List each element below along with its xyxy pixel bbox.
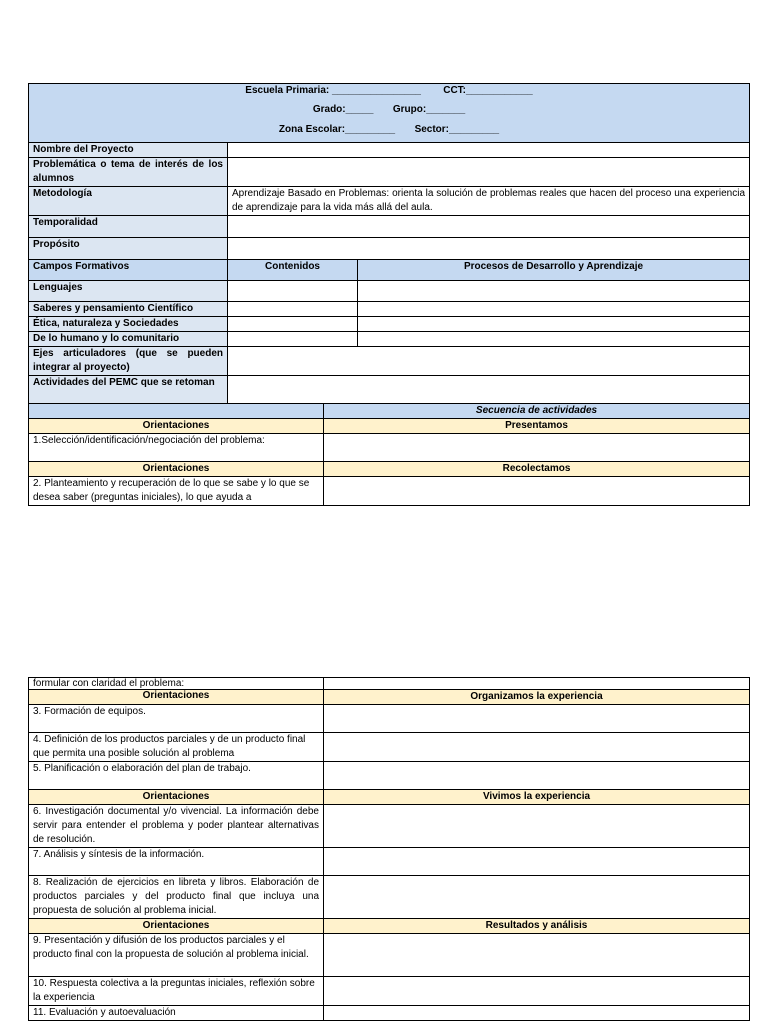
step-11-input[interactable] bbox=[324, 1006, 750, 1021]
step-1: 1.Selección/identificación/negociación del problema: bbox=[29, 434, 324, 462]
campo-row bbox=[29, 332, 750, 347]
secuencia-row bbox=[29, 404, 750, 419]
procesos-cell[interactable] bbox=[358, 317, 750, 332]
procesos-cell[interactable] bbox=[358, 281, 750, 302]
pemc-input[interactable] bbox=[228, 376, 750, 404]
step-10: 10. Respuesta colectiva a la preguntas iniciales, reflexión sobre la experiencia bbox=[29, 977, 324, 1006]
step-5-input[interactable] bbox=[324, 762, 750, 790]
step-row bbox=[29, 434, 750, 462]
campo-label: Saberes y pensamiento Científico bbox=[29, 302, 228, 317]
proposito-label: Propósito bbox=[29, 238, 228, 260]
problematica-label: Problemática o tema de interés de los alumnos bbox=[29, 158, 228, 187]
procesos-header: Procesos de Desarrollo y Aprendizaje bbox=[358, 260, 750, 281]
step-6-input[interactable] bbox=[324, 805, 750, 848]
problematica-input[interactable] bbox=[228, 158, 750, 187]
nombre-proyecto-input[interactable] bbox=[228, 143, 750, 158]
ejes-label: Ejes articuladores (que se pueden integrar al proyecto) bbox=[29, 347, 228, 376]
temporalidad-input[interactable] bbox=[228, 216, 750, 238]
campo-row bbox=[29, 317, 750, 332]
step-row bbox=[29, 705, 750, 733]
campo-row bbox=[29, 281, 750, 302]
step-row bbox=[29, 934, 750, 977]
contenidos-cell[interactable] bbox=[228, 302, 358, 317]
cct-field[interactable]: CCT:____________ bbox=[443, 85, 533, 96]
step-2-continued-input[interactable] bbox=[324, 678, 750, 690]
temporalidad-row bbox=[29, 216, 750, 238]
orientaciones-header: Orientaciones bbox=[29, 790, 324, 805]
step-row bbox=[29, 977, 750, 1006]
phase-organizamos: Organizamos la experiencia bbox=[324, 690, 750, 705]
orientaciones-header: Orientaciones bbox=[29, 919, 324, 934]
pemc-row bbox=[29, 376, 750, 404]
campo-label: Lenguajes bbox=[29, 281, 228, 302]
step-row bbox=[29, 762, 750, 790]
secuencia-empty bbox=[29, 404, 324, 419]
ejes-input[interactable] bbox=[228, 347, 750, 376]
campos-header: Campos Formativos bbox=[29, 260, 228, 281]
step-row bbox=[29, 477, 750, 506]
sector-field[interactable]: Sector:_________ bbox=[414, 124, 500, 135]
step-row bbox=[29, 876, 750, 919]
step-2: 2. Planteamiento y recuperación de lo que se sabe y lo que se desea saber (preguntas iniciales), lo que ayuda a bbox=[29, 477, 324, 506]
step-7-input[interactable] bbox=[324, 848, 750, 876]
step-3-input[interactable] bbox=[324, 705, 750, 733]
orientaciones-header: Orientaciones bbox=[29, 419, 324, 434]
ejes-row bbox=[29, 347, 750, 376]
step-8: 8. Realización de ejercicios en libreta y libros. Elaboración de productos parciales y del producto final que incluya una propuesta de solución al problema inicial. bbox=[29, 876, 324, 919]
metodologia-row bbox=[29, 187, 750, 216]
school-header-row bbox=[29, 84, 750, 143]
temporalidad-label: Temporalidad bbox=[29, 216, 228, 238]
campo-row bbox=[29, 302, 750, 317]
contenidos-header: Contenidos bbox=[228, 260, 358, 281]
phase-presentamos: Presentamos bbox=[324, 419, 750, 434]
orientaciones-header: Orientaciones bbox=[29, 462, 324, 477]
step-row bbox=[29, 733, 750, 762]
escuela-field[interactable]: Escuela Primaria: ________________ bbox=[245, 85, 421, 96]
contenidos-cell[interactable] bbox=[228, 281, 358, 302]
contenidos-cell[interactable] bbox=[228, 332, 358, 347]
orientaciones-header: Orientaciones bbox=[29, 690, 324, 705]
contenidos-cell[interactable] bbox=[228, 317, 358, 332]
step-4-input[interactable] bbox=[324, 733, 750, 762]
orientaciones-header-row bbox=[29, 462, 750, 477]
problematica-row bbox=[29, 158, 750, 187]
step-6: 6. Investigación documental y/o vivencial. La información debe servir para entender el problema y poder plantear alternativas de resolución. bbox=[29, 805, 324, 848]
secuencia-title: Secuencia de actividades bbox=[324, 404, 750, 419]
zona-field[interactable]: Zona Escolar:_________ bbox=[278, 124, 396, 135]
proposito-input[interactable] bbox=[228, 238, 750, 260]
pemc-label: Actividades del PEMC que se retoman bbox=[29, 376, 228, 404]
procesos-cell[interactable] bbox=[358, 332, 750, 347]
step-row bbox=[29, 1006, 750, 1021]
orientaciones-header-row bbox=[29, 690, 750, 705]
step-row bbox=[29, 678, 750, 690]
step-2-continued: formular con claridad el problema: bbox=[29, 678, 324, 690]
metodologia-label: Metodología bbox=[29, 187, 228, 216]
metodologia-value: Aprendizaje Basado en Problemas: orienta la solución de problemas reales que hacen del proceso una experiencia de aprendizaje para la vida más allá del aula. bbox=[228, 187, 750, 216]
nombre-proyecto-row bbox=[29, 143, 750, 158]
grupo-field[interactable]: Grupo:_______ bbox=[392, 104, 466, 115]
step-2-input[interactable] bbox=[324, 477, 750, 506]
campo-label: Ética, naturaleza y Sociedades bbox=[29, 317, 228, 332]
project-form-table-page2 bbox=[28, 677, 750, 1021]
step-9: 9. Presentación y difusión de los productos parciales y el producto final con la propuesta de solución al problema inicial. bbox=[29, 934, 324, 977]
step-5: 5. Planificación o elaboración del plan de trabajo. bbox=[29, 762, 324, 790]
nombre-proyecto-label: Nombre del Proyecto bbox=[29, 143, 228, 158]
project-form-table-page1 bbox=[28, 83, 750, 506]
step-row bbox=[29, 805, 750, 848]
step-3: 3. Formación de equipos. bbox=[29, 705, 324, 733]
phase-vivimos: Vivimos la experiencia bbox=[324, 790, 750, 805]
phase-recolectamos: Recolectamos bbox=[324, 462, 750, 477]
step-4: 4. Definición de los productos parciales y de un producto final que permita una posible solución al problema bbox=[29, 733, 324, 762]
orientaciones-header-row bbox=[29, 790, 750, 805]
grado-field[interactable]: Grado:_____ bbox=[312, 104, 374, 115]
campos-header-row bbox=[29, 260, 750, 281]
step-7: 7. Análisis y síntesis de la información. bbox=[29, 848, 324, 876]
step-8-input[interactable] bbox=[324, 876, 750, 919]
step-row bbox=[29, 848, 750, 876]
proposito-row bbox=[29, 238, 750, 260]
orientaciones-header-row bbox=[29, 419, 750, 434]
step-1-input[interactable] bbox=[324, 434, 750, 462]
procesos-cell[interactable] bbox=[358, 302, 750, 317]
step-11: 11. Evaluación y autoevaluación bbox=[29, 1006, 324, 1021]
phase-resultados: Resultados y análisis bbox=[324, 919, 750, 934]
step-10-input[interactable] bbox=[324, 977, 750, 1006]
campo-label: De lo humano y lo comunitario bbox=[29, 332, 228, 347]
step-9-input[interactable] bbox=[324, 934, 750, 977]
orientaciones-header-row bbox=[29, 919, 750, 934]
